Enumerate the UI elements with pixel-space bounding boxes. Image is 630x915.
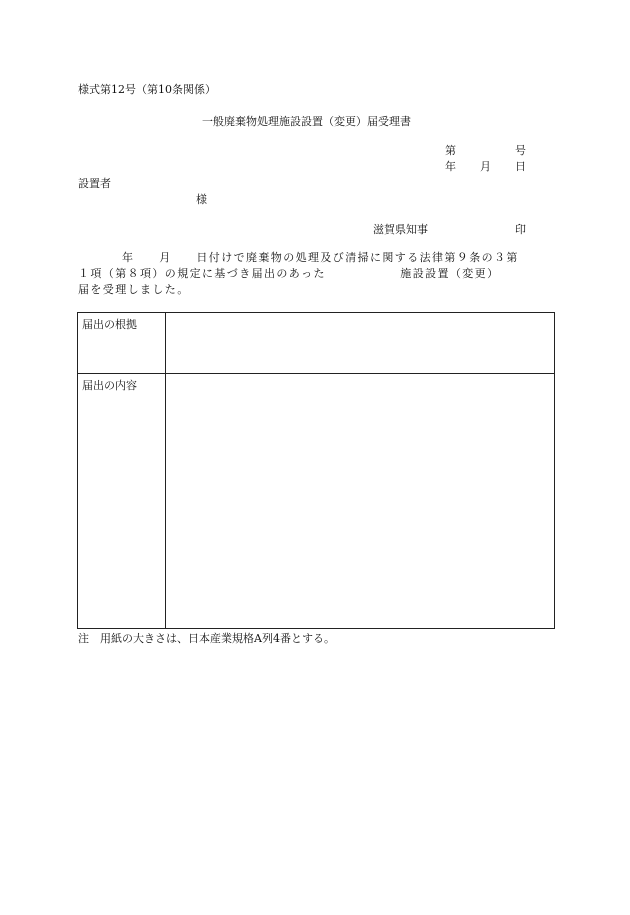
body-line-2: １項（第８項）の規定に基づき届出のあった 施設設置（変更） — [78, 267, 500, 280]
table-column-divider — [165, 313, 166, 628]
recipient-label: 設置者 — [78, 177, 111, 190]
document-number-suffix: 号 — [515, 144, 526, 157]
date-day-label: 日 — [515, 160, 526, 173]
body-line-1: 年 月 日付けで廃棄物の処理及び清掃に関する法律第９条の３第 — [122, 251, 519, 264]
footnote: 注 用紙の大きさは、日本産業規格A列4番とする。 — [78, 632, 335, 645]
issuer-name: 滋賀県知事 — [373, 223, 428, 236]
document-number-prefix: 第 — [445, 144, 456, 157]
form-number: 様式第12号（第10条関係） — [78, 83, 216, 96]
table-row-divider — [78, 373, 554, 374]
notification-table — [77, 312, 555, 629]
table-value-basis[interactable] — [172, 319, 548, 367]
table-label-content: 届出の内容 — [82, 379, 137, 392]
seal-mark: 印 — [515, 223, 526, 236]
recipient-honorific: 様 — [196, 193, 207, 206]
document-title: 一般廃棄物処理施設設置（変更）届受理書 — [202, 115, 411, 128]
date-year-label: 年 — [445, 160, 456, 173]
table-value-content[interactable] — [172, 380, 548, 622]
body-line-3: 届を受理しました。 — [78, 283, 190, 296]
date-month-label: 月 — [480, 160, 491, 173]
table-label-basis: 届出の根拠 — [82, 318, 137, 331]
